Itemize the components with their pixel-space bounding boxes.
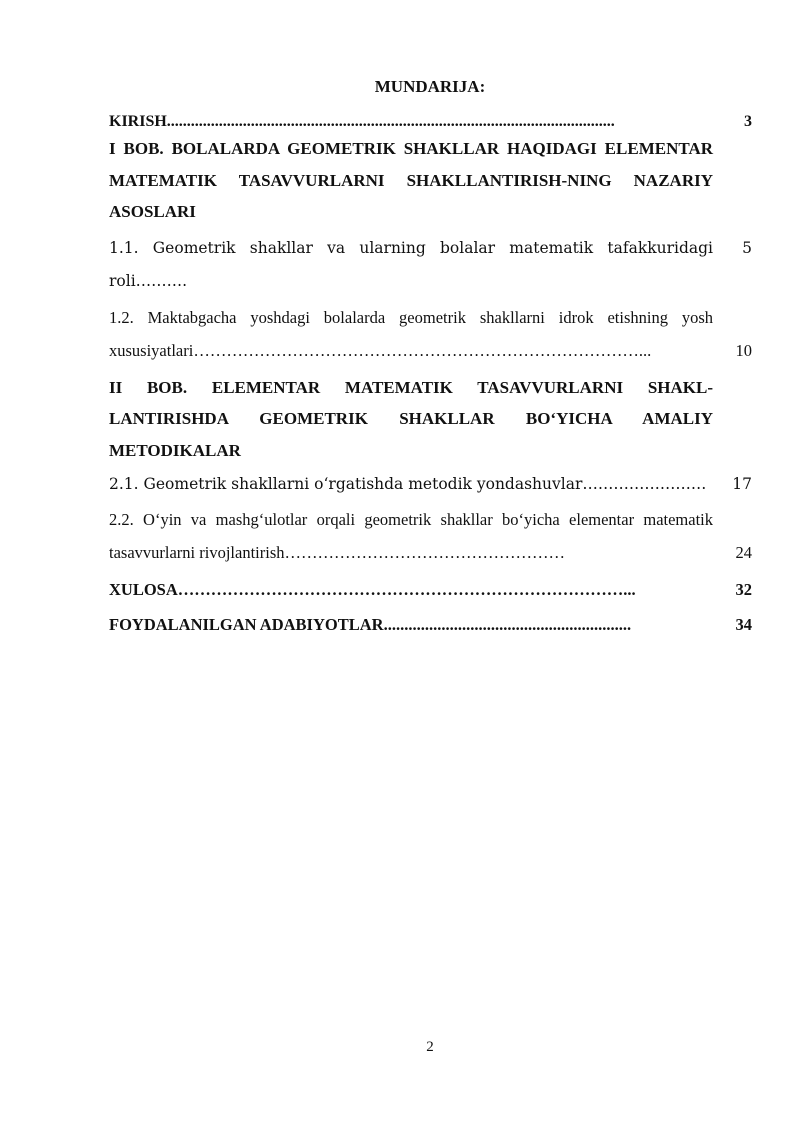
- toc-entry-page: 17: [732, 475, 752, 493]
- toc-entry-text: FOYDALANILGAN ADABIYOTLAR............................................................: [109, 614, 632, 634]
- toc-entry-adabiyotlar: [109, 608, 752, 641]
- toc-entry-text: 1.1. Geometrik shakllar va ularning bolalar matematik tafakkuridagi roli……….: [109, 238, 713, 290]
- toc-entry-text: 1.2. Maktabgacha yoshdagi bolalarda geometrik shakllarni idrok etishning yosh xususiyatlari………………………………………………………………………...: [109, 307, 713, 360]
- toc-entry-page: 24: [735, 543, 752, 562]
- toc-section-1-2: [109, 301, 752, 367]
- table-of-contents: [109, 100, 752, 641]
- toc-entry-xulosa: [109, 573, 752, 606]
- toc-chapter-1: [109, 133, 752, 228]
- toc-section-2-1: [109, 468, 752, 501]
- toc-entry-text: 2.1. Geometrik shakllarni o‘rgatishda metodik yondashuvlar……………………: [109, 475, 707, 493]
- toc-section-2-2: [109, 503, 752, 569]
- page-number: 2: [426, 1039, 434, 1055]
- toc-chapter-2: [109, 372, 752, 467]
- toc-section-1-1: [109, 232, 752, 298]
- toc-entry-text: 2.2. O‘yin va mashg‘ulotlar orqali geometrik shakllar bo‘yicha elementar matematik tasavvurlarni rivojlantirish……………………………………………: [109, 510, 713, 562]
- toc-entry-text: XULOSA………………………………………………………………………...: [109, 579, 636, 599]
- toc-entry-page: 10: [735, 340, 752, 360]
- page-title: MUNDARIJA:: [374, 77, 486, 96]
- toc-entry-text: I BOB. BOLALARDA GEOMETRIK SHAKLLAR HAQIDAGI ELEMENTAR MATEMATIK TASAVVURLARNI SHAKLLANTIRISH-NING NAZARIY ASOSLARI: [109, 139, 713, 221]
- toc-entry-page: 3: [744, 113, 752, 130]
- toc-entry-page: 32: [735, 579, 752, 599]
- toc-entry-text: KIRISH................................................................................................................: [109, 113, 615, 130]
- toc-entry-page: 5: [742, 238, 752, 257]
- toc-entry-kirish: [109, 100, 752, 131]
- toc-entry-page: 34: [735, 614, 752, 634]
- toc-entry-text: II BOB. ELEMENTAR MATEMATIK TASAVVURLARNI SHAKL-LANTIRISHDA GEOMETRIK SHAKLLAR BO‘YICHA AMALIY METODIKALAR: [109, 377, 713, 460]
